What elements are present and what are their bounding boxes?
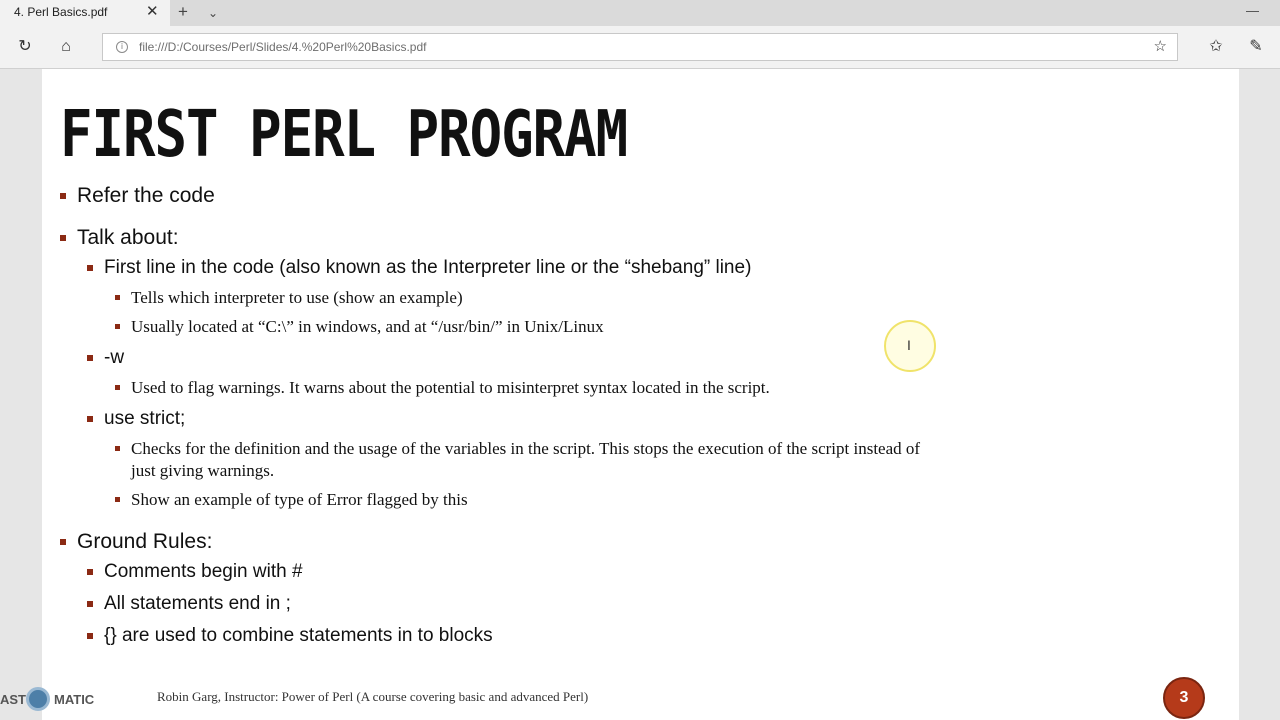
bullet-icon	[115, 497, 120, 502]
navigation-bar	[0, 26, 1280, 69]
bullet-text: Tells which interpreter to use (show an example)	[131, 288, 463, 307]
bullet-icon	[87, 569, 93, 575]
minimize-icon[interactable]: —	[1246, 3, 1259, 18]
bullet-text: Talk about:	[77, 226, 179, 249]
bullet-text: Used to flag warnings. It warns about the potential to misinterpret syntax located in the script.	[131, 378, 770, 397]
slide-page	[42, 69, 1239, 720]
bullet-icon	[87, 416, 93, 422]
bullet-icon	[115, 446, 120, 451]
page-number-badge: 3	[1163, 677, 1205, 719]
bullet-icon	[87, 265, 93, 271]
tab-title: 4. Perl Basics.pdf	[14, 5, 108, 19]
bullet-text: -w	[104, 347, 125, 368]
bullet-icon	[60, 193, 66, 199]
bullet-icon	[115, 295, 120, 300]
watermark-text-right: MATIC	[54, 692, 95, 707]
text-cursor-icon: I	[907, 337, 911, 353]
slide-title: FIRST PERL PROGRAM	[60, 97, 628, 172]
bullet-text: Checks for the definition and the usage of the variables in the script. This stops the execution of the script instead of	[131, 439, 921, 458]
bullet-icon	[60, 539, 66, 545]
slide-footer: Robin Garg, Instructor: Power of Perl (A course covering basic and advanced Perl)	[157, 689, 589, 704]
bullet-icon	[87, 601, 93, 607]
info-icon[interactable]: i	[116, 41, 128, 53]
bullet-icon	[87, 355, 93, 361]
chevron-down-icon[interactable]: ⌄	[208, 6, 219, 20]
bullet-icon	[115, 324, 120, 329]
url-text[interactable]: file:///D:/Courses/Perl/Slides/4.%20Perl%20Basics.pdf	[139, 40, 427, 54]
bullet-icon	[60, 235, 66, 241]
bullet-icon	[87, 633, 93, 639]
bullet-text: just giving warnings.	[131, 461, 275, 480]
favorites-icon[interactable]: ✩	[1209, 38, 1223, 55]
bullet-text: {} are used to combine statements in to blocks	[104, 625, 493, 646]
watermark	[0, 684, 110, 714]
refresh-icon[interactable]: ↻	[18, 38, 32, 55]
bullet-text: Show an example of type of Error flagged by this	[131, 490, 468, 509]
pdf-viewer	[0, 69, 1280, 720]
pen-icon[interactable]: ✎	[1249, 38, 1263, 55]
star-icon[interactable]: ☆	[1153, 38, 1167, 55]
bullet-text: Refer the code	[77, 184, 215, 207]
home-icon[interactable]: ⌂	[61, 38, 71, 55]
close-icon[interactable]: ✕	[146, 3, 159, 20]
bullet-text: use strict;	[104, 408, 186, 429]
bullet-text: All statements end in ;	[104, 593, 291, 614]
bullet-text: Ground Rules:	[77, 530, 213, 553]
watermark-text-left: AST	[0, 692, 26, 707]
new-tab-icon[interactable]: +	[178, 2, 188, 21]
tab-bar	[0, 0, 1280, 26]
bullet-icon	[115, 385, 120, 390]
watermark-logo	[26, 687, 50, 711]
bullet-text: Usually located at “C:\” in windows, and at “/usr/bin/” in Unix/Linux	[131, 317, 604, 336]
bullet-text: Comments begin with #	[104, 561, 303, 582]
bullet-text: First line in the code (also known as the Interpreter line or the “shebang” line)	[104, 257, 752, 278]
tab-active[interactable]	[0, 0, 170, 26]
address-bar[interactable]	[102, 33, 1178, 61]
